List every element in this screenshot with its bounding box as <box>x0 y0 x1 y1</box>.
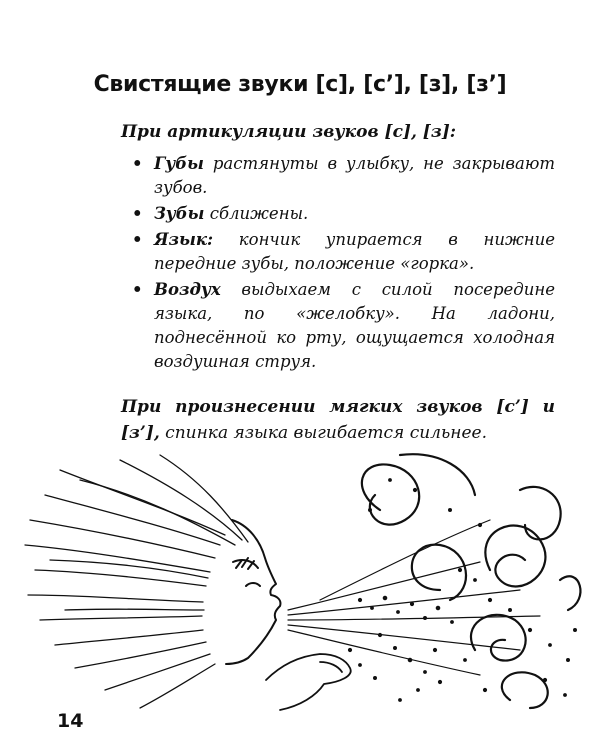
soft-note-lead: При произнесении мягких звуков [с’] и [з’], <box>121 397 555 443</box>
intro-heading: При артикуляции звуков [с], [з]: <box>121 122 457 142</box>
bullet-icon: • <box>132 204 143 223</box>
page-title: Свистящие звуки [с], [с’], [з], [з’] <box>93 72 507 97</box>
list-item <box>125 278 555 374</box>
term-air: Воздух <box>154 280 221 299</box>
desc-teeth: сближены. <box>204 204 309 223</box>
desc-lips: растянуты в улыбку, не закрывают зубов. <box>154 154 555 197</box>
desc-air: выдыхаем с силой посередине языка, по «желобку». На ладони, поднесённой ко рту, ощущается холодная воздушная струя. <box>154 280 555 371</box>
girl-blowing-air-illustration <box>20 450 590 712</box>
bullet-icon: • <box>132 154 143 173</box>
soft-note-rest: спинка языка выгибается сильнее. <box>159 423 487 443</box>
face-icon <box>226 520 280 664</box>
list-item <box>125 202 555 226</box>
articulation-list <box>125 152 555 376</box>
term-lips: Губы <box>154 154 204 173</box>
hair-icon <box>25 455 248 708</box>
list-item <box>125 152 555 200</box>
bullet-icon: • <box>132 280 143 299</box>
air-stream-icon <box>288 520 540 675</box>
term-tongue: Язык: <box>154 230 214 249</box>
bullet-icon: • <box>132 230 143 249</box>
desc-tongue: кончик упирается в нижние передние зубы, положение «горка». <box>154 230 555 273</box>
hand-icon <box>266 654 351 710</box>
soft-sounds-note <box>121 394 555 446</box>
page-number: 14 <box>57 710 84 732</box>
swirl-icon <box>362 454 581 708</box>
term-teeth: Зубы <box>154 204 205 223</box>
list-item <box>125 228 555 276</box>
